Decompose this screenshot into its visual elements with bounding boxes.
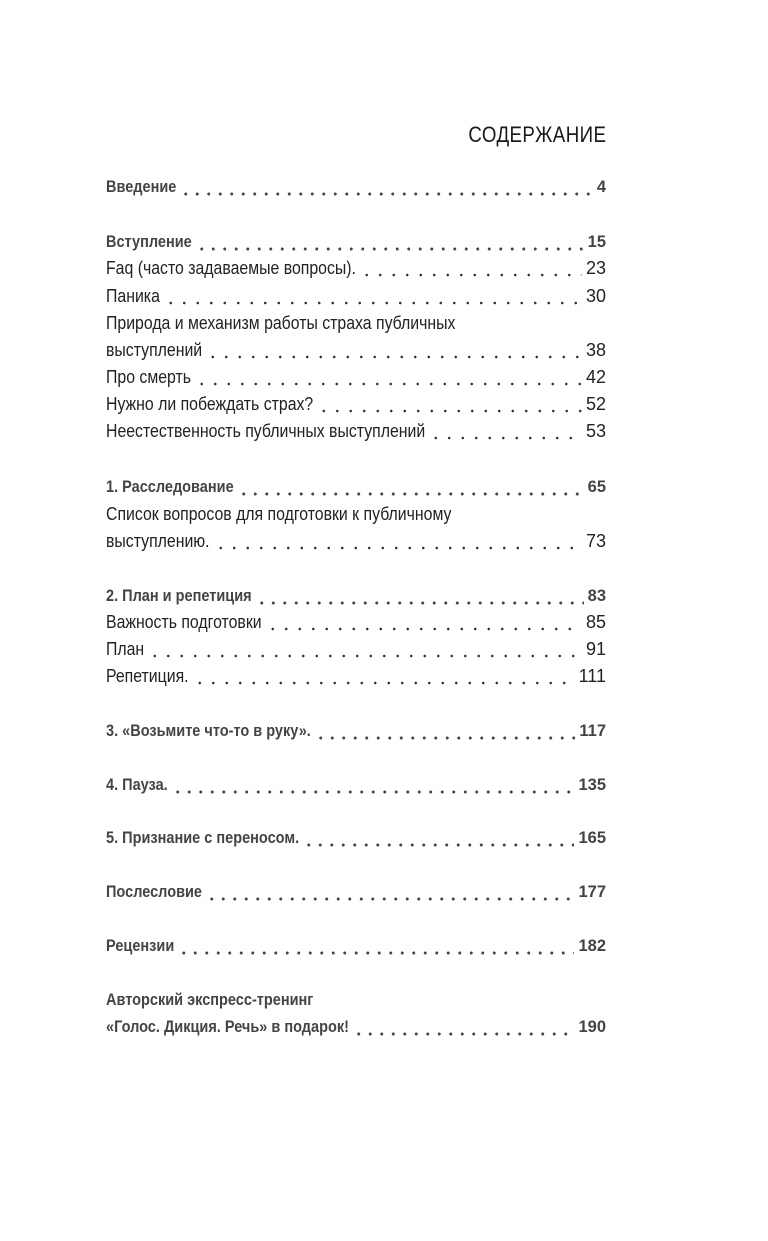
toc-entry-title: 3. «Возьмите что-то в руку». <box>106 722 311 740</box>
toc-entry[interactable] <box>106 256 606 280</box>
dot-leader <box>148 637 582 661</box>
toc-entry[interactable] <box>106 637 606 661</box>
toc-entry-title: 4. Пауза. <box>106 776 168 794</box>
toc-entry[interactable] <box>106 419 606 443</box>
dot-leader <box>195 365 582 389</box>
dot-leader <box>206 880 574 904</box>
toc-page-number: 83 <box>587 587 606 605</box>
toc-entry[interactable] <box>106 826 606 850</box>
toc-entry-continued[interactable] <box>106 502 606 526</box>
dot-leader <box>317 392 582 416</box>
toc-page-number: 52 <box>585 394 606 414</box>
toc-entry[interactable] <box>106 880 606 904</box>
toc-entry-title: выступлений <box>106 340 203 360</box>
dot-leader <box>206 338 582 362</box>
toc-page-number: 73 <box>585 531 606 551</box>
toc-entry-title: Паника <box>106 286 160 306</box>
toc-page-number: 15 <box>587 233 606 251</box>
toc-entry-title: Неестественность публичных выступлений <box>106 421 426 441</box>
toc-page-number: 177 <box>578 883 606 901</box>
toc-entry-title: 1. Расследование <box>106 478 234 496</box>
toc-page-number: 111 <box>578 666 606 686</box>
toc-entry[interactable] <box>106 719 606 743</box>
dot-leader <box>178 934 574 958</box>
dot-leader <box>193 664 575 688</box>
toc-page-number: 165 <box>578 829 606 847</box>
toc-page-number: 85 <box>585 612 606 632</box>
dot-leader <box>353 1015 575 1039</box>
dot-leader <box>429 419 582 443</box>
toc-entry-title: Послесловие <box>106 883 203 901</box>
toc-entry-title: Вступление <box>106 233 192 251</box>
dot-leader <box>172 773 575 797</box>
toc-entry-title: План <box>106 639 145 659</box>
toc-entry[interactable] <box>106 230 606 254</box>
toc-entry-title: Природа и механизм работы страха публичных <box>106 313 456 333</box>
toc-entry[interactable] <box>106 773 606 797</box>
toc-entry-title: «Голос. Дикция. Речь» в подарок! <box>106 1018 349 1036</box>
dot-leader <box>164 284 582 308</box>
dot-leader <box>360 256 582 280</box>
dot-leader <box>266 610 582 634</box>
toc-page-number: 182 <box>578 937 606 955</box>
toc-page-number: 91 <box>585 639 606 659</box>
toc-page-number: 4 <box>596 178 606 196</box>
toc-entry-title: Авторский экспресс-тренинг <box>106 991 314 1009</box>
toc-entry-title: Список вопросов для подготовки к публичному <box>106 504 452 524</box>
toc-entry-title: 2. План и репетиция <box>106 587 252 605</box>
toc-entry[interactable] <box>106 584 606 608</box>
toc-entry-title: Про смерть <box>106 367 192 387</box>
toc-page-number: 42 <box>585 367 606 387</box>
toc-entry[interactable] <box>106 934 606 958</box>
toc-entry-continued[interactable] <box>106 311 606 335</box>
toc-page-number: 190 <box>578 1018 606 1036</box>
dot-leader <box>315 719 576 743</box>
dot-leader <box>303 826 574 850</box>
toc-entry[interactable] <box>106 175 606 199</box>
toc-entry-title: Нужно ли побеждать страх? <box>106 394 314 414</box>
toc-entry-title: выступлению. <box>106 531 210 551</box>
toc-entry-title: Введение <box>106 178 177 196</box>
toc-entry[interactable] <box>106 365 606 389</box>
dot-leader <box>214 529 582 553</box>
toc-page-number: 38 <box>585 340 606 360</box>
toc-entry-continued[interactable] <box>106 988 606 1012</box>
toc-entry-title: Репетиция. <box>106 666 189 686</box>
toc-page-number: 117 <box>579 722 606 740</box>
dot-leader <box>180 175 592 199</box>
toc-entry[interactable] <box>106 529 606 553</box>
toc-entry[interactable] <box>106 1015 606 1039</box>
dot-leader <box>256 584 584 608</box>
toc-entry-title: Важность подготовки <box>106 612 262 632</box>
toc-page-number: 65 <box>587 478 606 496</box>
dot-leader <box>196 230 584 254</box>
toc-entry[interactable] <box>106 338 606 362</box>
toc-entry[interactable] <box>106 284 606 308</box>
page-title: СОДЕРЖАНИЕ <box>467 122 606 147</box>
toc-entry[interactable] <box>106 392 606 416</box>
toc-entry-title: Рецензии <box>106 937 175 955</box>
toc-entry-title: Faq (часто задаваемые вопросы). <box>106 258 356 278</box>
toc-entry-title: 5. Признание с переносом. <box>106 829 300 847</box>
toc-page-number: 23 <box>585 258 606 278</box>
toc-entry[interactable] <box>106 610 606 634</box>
toc-entry[interactable] <box>106 475 606 499</box>
toc-page-number: 135 <box>578 776 606 794</box>
dot-leader <box>238 475 584 499</box>
toc-page-number: 30 <box>585 286 606 306</box>
toc-entry[interactable] <box>106 664 606 688</box>
toc-page-number: 53 <box>585 421 606 441</box>
